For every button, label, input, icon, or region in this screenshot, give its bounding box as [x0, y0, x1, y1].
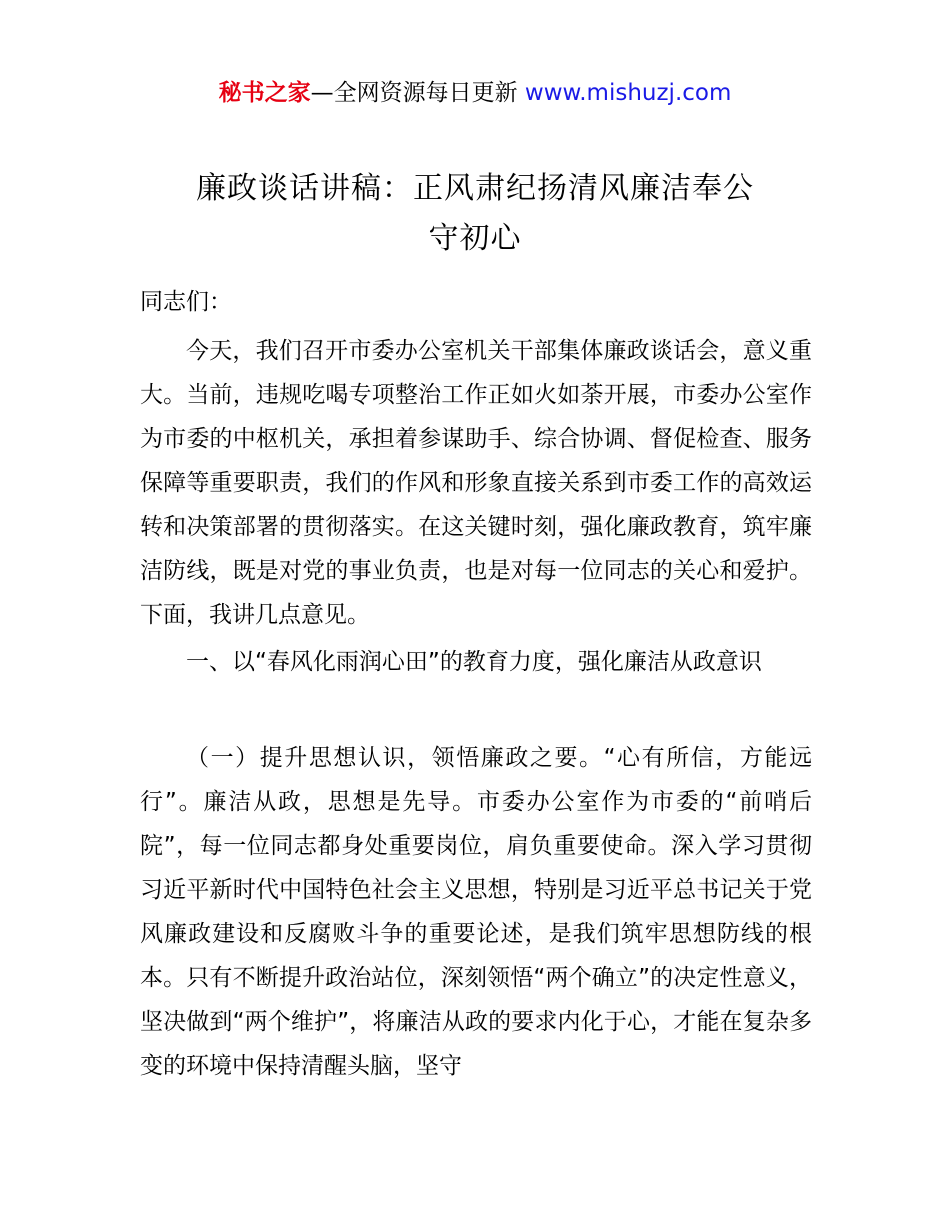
- title-line-2: 守初心: [428, 221, 522, 256]
- paragraph-section-1-1: （一）提升思想认识，领悟廉政之要。“心有所信，方能远行”。廉洁从政，思想是先导。市委办公室作为市委的“前哨后院”，每一位同志都身处重要岗位，肩负重要使命。深入学习贯彻习近平新时代中国特色社会主义思想，特别是习近平总书记关于党风廉政建设和反腐败斗争的重要论述，是我们筑牢思想防线的根本。只有不断提升政治站位，深刻领悟“两个确立”的决定性意义，坚决做到“两个维护”，将廉洁从政的要求内化于心，才能在复杂多变的环境中保持清醒头脑，坚守: [140, 745, 812, 1079]
- header-slogan: —全网资源每日更新: [310, 80, 518, 106]
- site-header: [0, 76, 950, 110]
- document-title: [140, 164, 810, 264]
- paragraph-intro: 今天，我们召开市委办公室机关干部集体廉政谈话会，意义重大。当前，违规吃喝专项整治工作正如火如荼开展，市委办公室作为市委的中枢机关，承担着参谋助手、综合协调、督促检查、服务保障等重要职责，我们的作风和形象直接关系到市委工作的高效运转和决策部署的贯彻落实。在这关键时刻，强化廉政教育，筑牢廉洁防线，既是对党的事业负责，也是对每一位同志的关心和爱护。下面，我讲几点意见。: [140, 338, 812, 628]
- brand-name: 秘书之家: [218, 80, 311, 106]
- section-heading-1: 一、以“春风化雨润心田”的教育力度，强化廉洁从政意识: [186, 649, 762, 675]
- site-url-link[interactable]: www.mishuzj.com: [524, 80, 732, 106]
- greeting: 同志们：: [140, 289, 232, 315]
- title-line-1: 廉政谈话讲稿：正风肃纪扬清风廉洁奉公: [196, 171, 754, 206]
